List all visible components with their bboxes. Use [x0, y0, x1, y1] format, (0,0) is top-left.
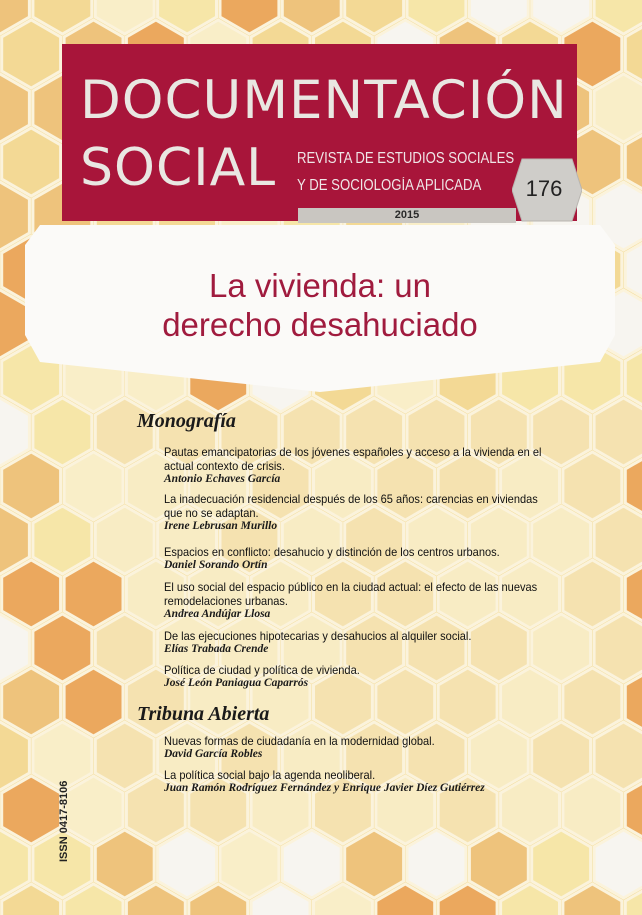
article-title: De las ejecuciones hipotecarias y desahucios al alquiler social. [164, 629, 472, 643]
article-author: Andrea Andújar Llosa [164, 608, 271, 620]
article-title: La inadecuación residencial después de los 65 años: carencias en viviendas que no se adaptan. [164, 492, 538, 520]
section-heading-monografia: Monografía [137, 410, 236, 432]
article-entry [164, 545, 609, 572]
article-author: Juan Ramón Rodríguez Fernández y Enrique Javier Díez Gutiérrez [164, 782, 485, 794]
article-entry [164, 663, 609, 690]
article-entry [164, 445, 609, 486]
article-title: Espacios en conflicto: desahucio y distinción de los centros urbanos. [164, 545, 500, 559]
article-entry [164, 768, 609, 795]
issue-year: 2015 [394, 209, 420, 221]
issue-number: 176 [525, 176, 563, 201]
article-title: El uso social del espacio público en la ciudad actual: el efecto de las nuevas remodelaciones urbanas. [164, 580, 538, 608]
article-title: Pautas emancipatorias de los jóvenes españoles y acceso a la vivienda en el actual contexto de crisis. [164, 445, 542, 473]
issn-number: ISSN 0417-8106 [58, 780, 70, 862]
article-entry [164, 580, 609, 621]
article-author: Irene Lebrusan Murillo [164, 520, 278, 532]
section-heading-tribuna: Tribuna Abierta [137, 703, 270, 725]
magazine-title-line2: SOCIAL [80, 138, 277, 198]
cover-title-line2: derecho desahuciado [162, 306, 478, 343]
magazine-title-line1: DOCUMENTACIÓN [80, 70, 568, 131]
article-entry [164, 734, 609, 761]
article-author: José León Paniagua Caparrós [164, 677, 309, 689]
article-title: Nuevas formas de ciudadanía en la modernidad global. [164, 734, 435, 748]
article-entry [164, 492, 609, 533]
article-title: La política social bajo la agenda neoliberal. [164, 768, 376, 782]
cover-title [110, 266, 530, 344]
article-author: David García Robles [164, 748, 263, 760]
magazine-subtitle-line2: Y DE SOCIOLOGÍA APLICADA [297, 177, 482, 194]
magazine-subtitle-line1: REVISTA DE ESTUDIOS SOCIALES [297, 150, 515, 167]
article-author: Elías Trabada Crende [164, 643, 269, 655]
article-author: Daniel Sorando Ortín [164, 559, 268, 571]
cover-title-line1: La vivienda: un [209, 267, 431, 304]
article-author: Antonio Echaves García [164, 473, 281, 485]
masthead [62, 44, 577, 221]
article-entry [164, 629, 609, 656]
article-title: Política de ciudad y política de vivienda. [164, 663, 360, 677]
